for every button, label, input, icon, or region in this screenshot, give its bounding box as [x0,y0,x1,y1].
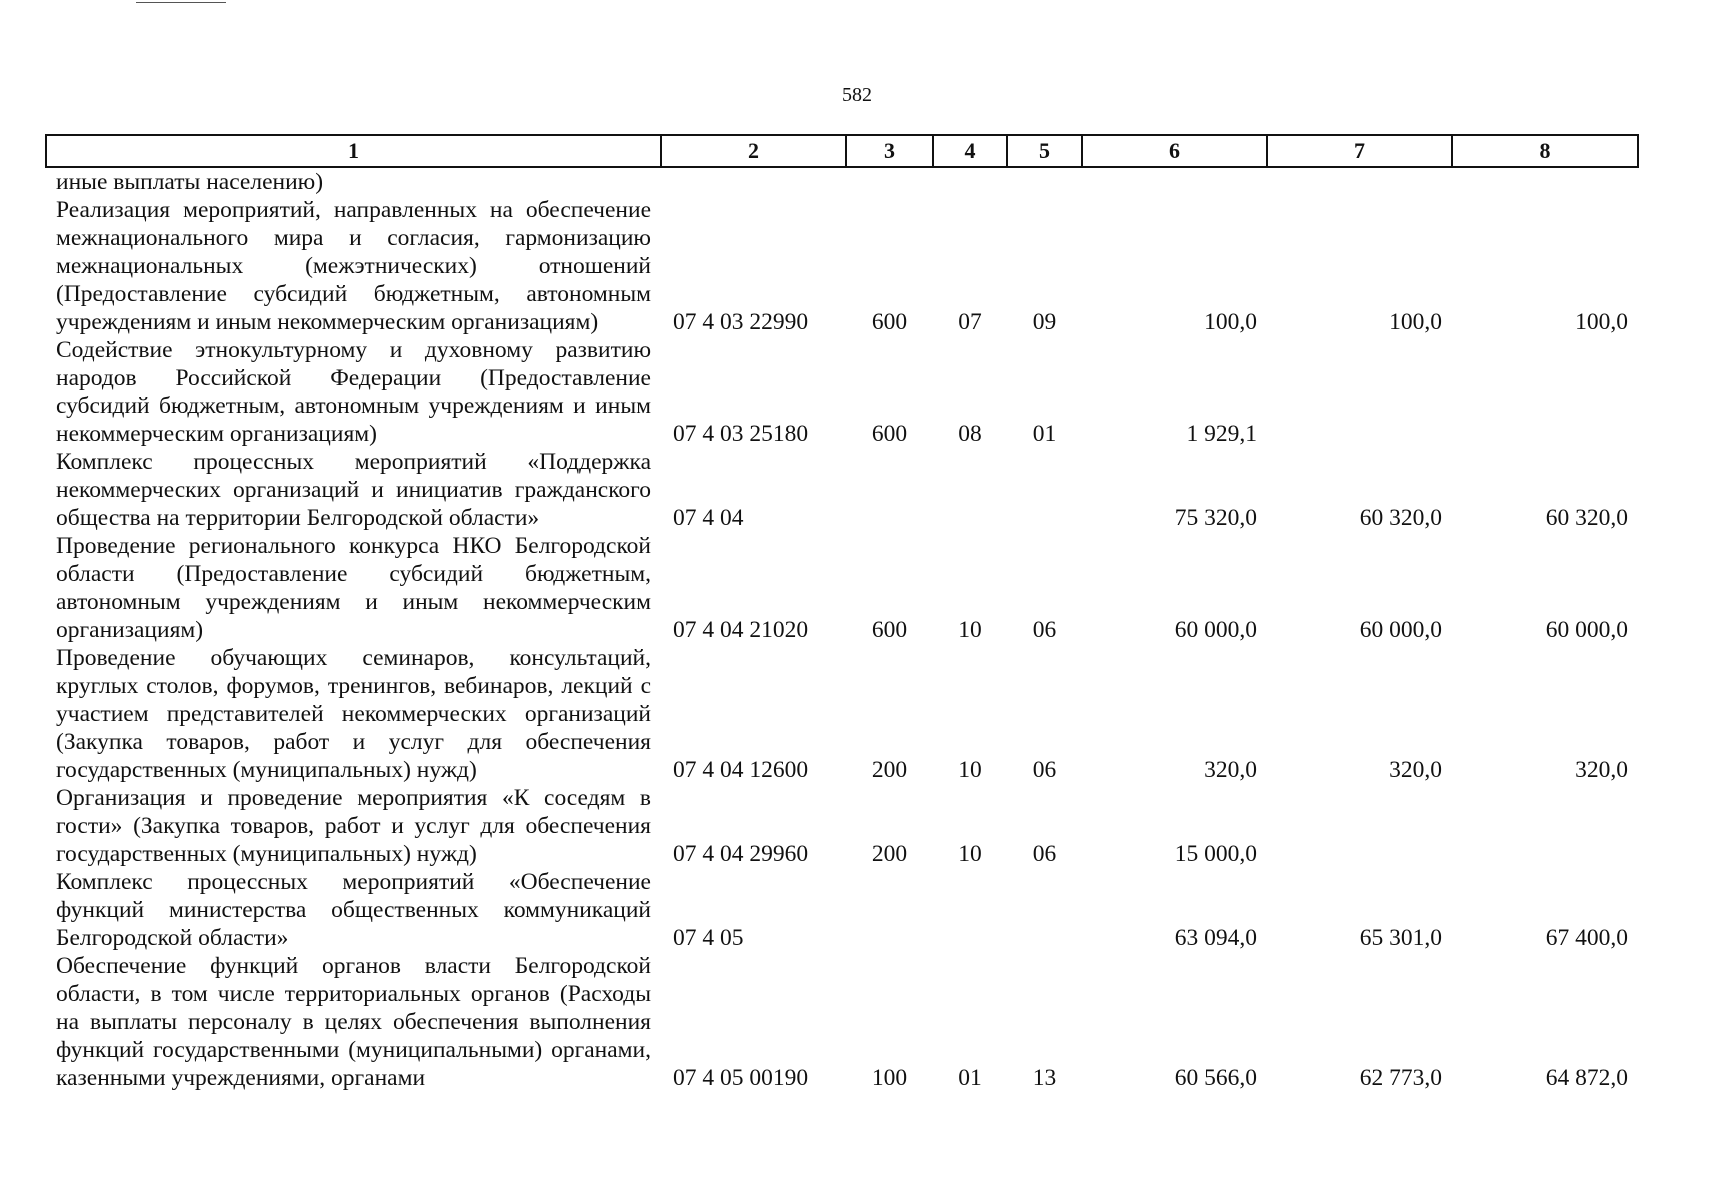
table-row [46,167,1638,196]
row-code [661,167,846,196]
row-col-5 [1007,448,1082,532]
row-value-6: 320,0 [1204,757,1257,783]
row-value-8 [1452,784,1638,868]
row-value-7: 100,0 [1389,309,1442,335]
table-row [46,784,1638,868]
row-value-6: 60 000,0 [1174,617,1257,643]
row-value-7 [1267,167,1452,196]
row-col-5: 13 [1032,1065,1057,1091]
row-col-3: 200 [871,757,908,783]
row-value-7: 320,0 [1389,757,1442,783]
row-value-8 [1452,336,1638,448]
row-col-4: 10 [958,617,982,643]
row-col-3: 600 [871,617,908,643]
budget-table [45,134,1639,1092]
row-value-8 [1452,167,1638,196]
row-value-7: 65 301,0 [1359,925,1442,951]
row-col-4: 01 [958,1065,982,1091]
row-value-7 [1267,784,1452,868]
row-col-5: 06 [1032,757,1057,783]
row-code: 07 4 04 29960 [673,841,809,867]
row-value-8: 100,0 [1575,309,1628,335]
header-col-1: 1 [46,135,661,167]
row-name: Комплекс процессных мероприятий «Поддержка некоммерческих организаций и инициатив гражданского общества на территории Белгородской области» [56,449,651,531]
row-value-6: 75 320,0 [1174,505,1257,531]
header-col-8: 8 [1452,135,1638,167]
row-name: Обеспечение функций органов власти Белгородской области, в том числе территориальных органов (Расходы на выплаты персоналу в целях обеспечения выполнения функций государственными (муниципальными) органами, казенными учреждениями, органами [56,953,651,1091]
table-row [46,532,1638,644]
row-col-3: 200 [871,841,908,867]
row-col-4: 10 [958,757,982,783]
header-col-5: 5 [1007,135,1082,167]
row-value-7: 62 773,0 [1359,1065,1442,1091]
row-col-5 [1007,167,1082,196]
row-name: иные выплаты населению) [56,169,324,195]
row-name: Проведение обучающих семинаров, консультаций, круглых столов, форумов, тренингов, вебинаров, лекций с участием представителей некоммерческих организаций (Закупка товаров, работ и услуг для обеспечения государственных (муниципальных) нужд) [56,645,651,783]
row-code: 07 4 05 00190 [673,1065,809,1091]
row-col-3: 600 [871,309,908,335]
row-name: Содействие этнокультурному и духовному развитию народов Российской Федерации (Предоставление субсидий бюджетным, автономным учреждениям и иным некоммерческим организациям) [56,337,651,447]
header-col-2: 2 [661,135,846,167]
row-col-5: 06 [1032,617,1057,643]
row-value-7 [1267,336,1452,448]
row-col-3 [846,167,933,196]
row-col-3 [846,868,933,952]
row-value-6: 63 094,0 [1174,925,1257,951]
row-col-4: 08 [958,421,982,447]
row-code: 07 4 03 25180 [673,421,809,447]
row-col-3: 600 [871,421,908,447]
header-col-7: 7 [1267,135,1452,167]
row-value-8: 60 000,0 [1545,617,1628,643]
row-col-4: 07 [958,309,982,335]
header-col-3: 3 [846,135,933,167]
row-name: Организация и проведение мероприятия «К соседям в гости» (Закупка товаров, работ и услуг для обеспечения государственных (муниципальных) нужд) [56,785,651,867]
row-value-8: 320,0 [1575,757,1628,783]
table-row [46,448,1638,532]
row-value-6: 1 929,1 [1186,421,1257,447]
row-col-4 [933,167,1007,196]
row-col-5 [1007,868,1082,952]
table-row [46,644,1638,784]
table-row [46,868,1638,952]
page-number: 582 [842,84,872,106]
header-col-4: 4 [933,135,1007,167]
row-code: 07 4 03 22990 [673,309,809,335]
row-code: 07 4 04 [673,505,744,531]
row-col-4 [933,868,1007,952]
row-col-5: 09 [1032,309,1057,335]
row-value-7: 60 320,0 [1359,505,1442,531]
row-col-3 [846,448,933,532]
row-col-5: 06 [1032,841,1057,867]
table-row [46,336,1638,448]
row-value-6: 60 566,0 [1174,1065,1257,1091]
table-row [46,196,1638,336]
row-value-6: 100,0 [1204,309,1257,335]
row-col-3: 100 [871,1065,908,1091]
row-col-4 [933,448,1007,532]
row-value-6 [1082,167,1267,196]
row-code: 07 4 05 [673,925,744,951]
row-value-8: 60 320,0 [1545,505,1628,531]
row-value-8: 67 400,0 [1545,925,1628,951]
table-row [46,952,1638,1092]
header-col-6: 6 [1082,135,1267,167]
row-col-5: 01 [1032,421,1057,447]
row-value-6: 15 000,0 [1174,841,1257,867]
header-row [46,135,1638,167]
row-code: 07 4 04 21020 [673,617,809,643]
row-name: Комплекс процессных мероприятий «Обеспечение функций министерства общественных коммуникаций Белгородской области» [56,869,651,951]
row-name: Проведение регионального конкурса НКО Белгородской области (Предоставление субсидий бюджетным, автономным учреждениям и иным некоммерческим организациям) [56,533,651,643]
row-code: 07 4 04 12600 [673,757,809,783]
row-name: Реализация мероприятий, направленных на обеспечение межнационального мира и согласия, гармонизацию межнациональных (межэтнических) отношений (Предоставление субсидий бюджетным, автономным учреждениям и иным некоммерческим организациям) [56,197,651,335]
row-col-4: 10 [958,841,982,867]
top-rule [136,2,226,3]
row-value-7: 60 000,0 [1359,617,1442,643]
row-value-8: 64 872,0 [1545,1065,1628,1091]
